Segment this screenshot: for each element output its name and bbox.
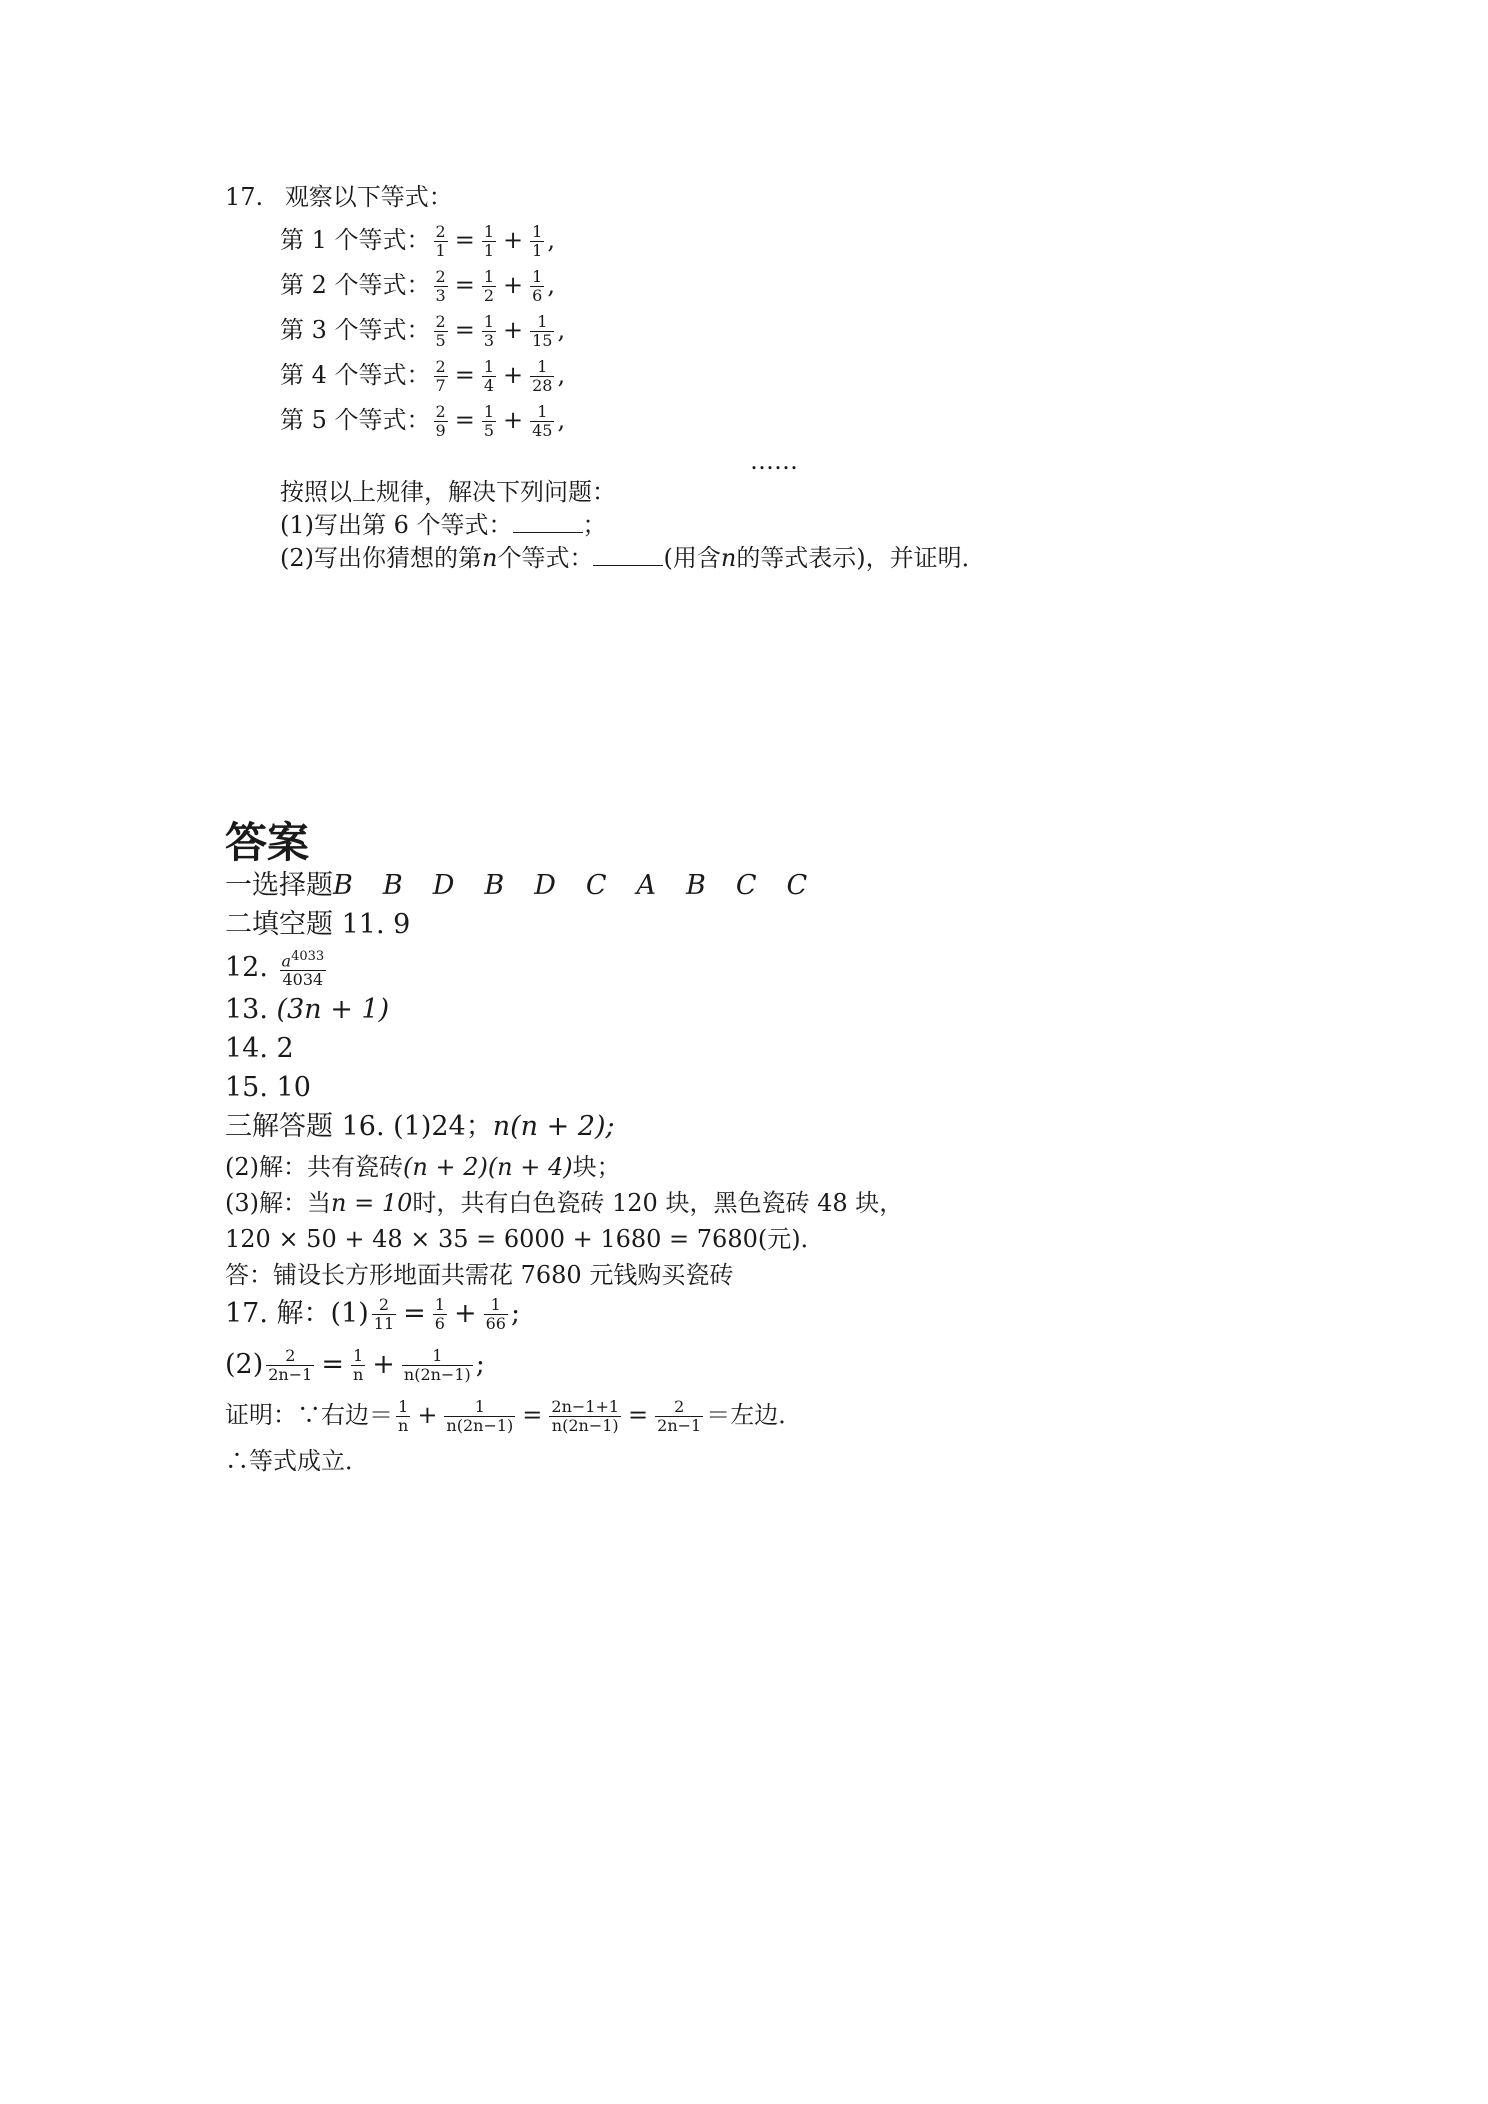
- eq5-lhs: [434, 403, 448, 440]
- comma: ,: [547, 271, 555, 299]
- part1-text: (1)写出第 6 个等式：: [280, 511, 513, 539]
- answer-16-1: [225, 1112, 615, 1142]
- eq1-lhs-den: 1: [435, 241, 446, 260]
- answer-13-value: (3n + 1): [276, 994, 390, 1025]
- a17-1-term2-num: 1: [490, 1295, 501, 1314]
- answer-16-calc: 120 × 50 + 48 × 35 = 6000 + 1680 = 7680(元)．: [225, 1225, 825, 1253]
- a17-1-term2-den: 66: [485, 1314, 506, 1333]
- proof-term2: [444, 1398, 515, 1435]
- eq2-term2-den: 6: [532, 286, 543, 305]
- a17-1-lhs-num: 2: [378, 1295, 390, 1314]
- eq1-term2-den: 1: [532, 241, 543, 260]
- answer-17-2: [225, 1347, 485, 1384]
- answer-16-3: [225, 1188, 903, 1218]
- var-n: n: [482, 544, 498, 572]
- eq4-term1-num: 1: [483, 357, 495, 376]
- part1-end: ；: [582, 511, 607, 539]
- eq2-lhs-num: 2: [435, 267, 446, 286]
- eq3-lhs-den: 5: [435, 331, 446, 350]
- a17-1-end: ;: [510, 1298, 521, 1329]
- proof-fractions: [393, 1397, 706, 1435]
- plus-sign: +: [417, 1401, 438, 1429]
- proof-term1: [396, 1398, 410, 1435]
- choice-answer-9: C: [735, 870, 757, 901]
- eq2-term2: [530, 268, 544, 305]
- a16-2b: (n + 2)(n + 4): [403, 1153, 573, 1181]
- a16-1: (1)24；: [393, 1111, 493, 1142]
- eq4-term2-den: 28: [532, 376, 553, 395]
- choice-label: 一选择题: [225, 870, 333, 901]
- equals-sign: =: [454, 316, 475, 344]
- choice-answer-6: C: [585, 870, 607, 901]
- eq1-lhs-num: 2: [435, 222, 446, 241]
- equals-sign: =: [321, 1349, 344, 1380]
- proof-term4-num: 2: [674, 1397, 685, 1416]
- eq5-term1-num: 1: [483, 402, 495, 421]
- proof-term4: [655, 1398, 703, 1435]
- eq5-term2-num: 1: [537, 402, 548, 421]
- proof-term4-den: 2n−1: [657, 1416, 702, 1435]
- eq4-term2: [530, 358, 554, 395]
- eq5-lhs-den: 9: [435, 421, 446, 440]
- answer-12-label: 12.: [225, 952, 268, 984]
- choice-answer-4: B: [484, 870, 505, 901]
- choice-answers: [225, 871, 837, 901]
- equals-sign: =: [454, 271, 475, 299]
- plus-sign: +: [503, 406, 524, 434]
- a17-2-equation: [263, 1346, 476, 1384]
- a17-1-lhs-den: 11: [373, 1314, 395, 1333]
- eq2-term2-num: 1: [532, 267, 543, 286]
- answer-12: [225, 948, 329, 989]
- comma: ,: [557, 406, 566, 434]
- equation-label: 第 2 个等式：: [280, 271, 431, 299]
- answers-title: 答案: [225, 818, 310, 867]
- a16-1b: n(n + 2);: [492, 1111, 615, 1142]
- ellipsis: ……: [750, 447, 798, 475]
- eq1-term1: [482, 223, 496, 260]
- answer-14: 14. 2: [225, 1033, 294, 1064]
- plus-sign: +: [503, 226, 524, 254]
- equals-sign: =: [454, 361, 475, 389]
- eq4-term1: [482, 358, 496, 395]
- equals-sign: =: [454, 406, 475, 434]
- a17-1-equation: [369, 1295, 511, 1333]
- plus-sign: +: [503, 271, 524, 299]
- proof-term1-num: 1: [398, 1397, 409, 1416]
- plus-sign: +: [503, 361, 524, 389]
- equation-row: [280, 310, 565, 350]
- equation-label: 第 5 个等式：: [280, 406, 431, 434]
- eq2-lhs-den: 3: [435, 286, 446, 305]
- a17-2-lhs-den: 2n−1: [268, 1365, 313, 1384]
- solve-label: 三解答题 16.: [225, 1111, 385, 1142]
- proof-text-b: ＝左边．: [706, 1401, 803, 1429]
- a16-3b: n = 10: [331, 1189, 413, 1217]
- part2: [280, 543, 986, 573]
- question-intro: 观察以下等式：: [284, 183, 453, 211]
- a16-2: (2)解：共有瓷砖: [225, 1153, 403, 1181]
- part2-text-a: (2)写出你猜想的第: [280, 544, 482, 572]
- eq5-term2: [530, 403, 554, 440]
- eq5-term1: [482, 403, 496, 440]
- answer-16-2: [225, 1152, 621, 1182]
- plus-sign: +: [453, 1298, 477, 1329]
- a16-3c: 时，共有白色瓷砖 120 块，黑色瓷砖 48 块，: [412, 1189, 904, 1217]
- eq2-term1: [482, 268, 496, 305]
- equals-sign: =: [522, 1401, 543, 1429]
- eq3-term2: [530, 313, 554, 350]
- a17-1-term1-num: 1: [434, 1295, 445, 1314]
- choice-list: [333, 870, 837, 901]
- eq3-term1-num: 1: [483, 312, 495, 331]
- eq1-term1-den: 1: [483, 241, 495, 260]
- answer-blank-2[interactable]: [593, 543, 663, 566]
- eq1-term2-num: 1: [532, 222, 543, 241]
- eq2-term1-num: 1: [483, 267, 495, 286]
- plus-sign: +: [503, 316, 524, 344]
- a17-1-term1-den: 6: [434, 1314, 445, 1333]
- answer-15: 15. 10: [225, 1072, 311, 1103]
- answer-blank-1[interactable]: [513, 510, 583, 533]
- proof-term3-den: n(2n−1): [549, 1416, 621, 1435]
- fill-answers: [225, 910, 410, 940]
- a17-2-lhs-num: 2: [285, 1346, 296, 1365]
- a17-2-term2-num: 1: [432, 1346, 443, 1365]
- answer-12-fraction: [280, 948, 327, 989]
- a12-exp: 4033: [291, 949, 325, 964]
- part2-text-c: (用含: [663, 544, 721, 572]
- a17-2-lhs: [266, 1347, 314, 1384]
- proof-term3-num: 2n−1+1: [551, 1397, 620, 1416]
- eq2-lhs: [434, 268, 448, 305]
- comma: ,: [557, 361, 566, 389]
- a17-2-end: ;: [475, 1349, 485, 1380]
- equation-row: [280, 355, 565, 395]
- a12-base: a: [281, 951, 292, 971]
- a17-2-term1-num: 1: [353, 1346, 364, 1365]
- answer-13: [225, 995, 389, 1025]
- proof-term2-num: 1: [474, 1397, 485, 1416]
- eq3-term2-den: 15: [532, 331, 553, 350]
- eq4-lhs-den: 7: [435, 376, 446, 395]
- a17-1-lhs: [372, 1296, 396, 1333]
- comma: ,: [547, 226, 555, 254]
- part1: [280, 510, 607, 540]
- a16-3: (3)解：当: [225, 1189, 331, 1217]
- a12-den: 4034: [280, 970, 327, 989]
- a17-2-term2: [402, 1347, 473, 1384]
- equation-row: [280, 220, 555, 260]
- answer-13-label: 13.: [225, 994, 268, 1025]
- proof-text-a: 证明：∵右边＝: [225, 1401, 393, 1429]
- a17-2-term2-den: n(2n−1): [403, 1365, 471, 1384]
- a17-2-term1: [351, 1347, 365, 1384]
- comma: ,: [557, 316, 566, 344]
- choice-answer-5: D: [534, 870, 556, 901]
- eq3-lhs-num: 2: [435, 312, 446, 331]
- proof-term3: [549, 1398, 621, 1435]
- answer-11: 9: [393, 909, 411, 940]
- part2-text-d: 的等式表示)，并证明．: [736, 544, 986, 572]
- eq3-term2-num: 1: [537, 312, 548, 331]
- choice-answer-2: B: [382, 870, 403, 901]
- proof-term1-den: n: [398, 1416, 409, 1435]
- a17-label: 17. 解：(1): [225, 1298, 369, 1329]
- answer-16-conclusion: 答：铺设长方形地面共需花 7680 元钱购买瓷砖: [225, 1261, 734, 1289]
- proof-term2-den: n(2n−1): [446, 1416, 514, 1435]
- eq5-term2-den: 45: [532, 421, 553, 440]
- question-number: 17.: [225, 183, 264, 211]
- fill-label: 二填空题 11.: [225, 909, 385, 940]
- proof-conclusion: ∴等式成立．: [225, 1447, 369, 1475]
- eq4-lhs: [434, 358, 448, 395]
- eq3-lhs: [434, 313, 448, 350]
- proof: [225, 1398, 802, 1435]
- choice-answer-8: B: [686, 870, 706, 901]
- instruction: 按照以上规律，解决下列问题：: [280, 478, 616, 506]
- eq1-lhs: [434, 223, 448, 260]
- equation-label: 第 3 个等式：: [280, 316, 431, 344]
- eq5-lhs-num: 2: [435, 402, 446, 421]
- equation-row: [280, 265, 555, 305]
- equation-label: 第 4 个等式：: [280, 361, 431, 389]
- eq1-term1-num: 1: [483, 222, 495, 241]
- eq3-term1-den: 3: [483, 331, 495, 350]
- eq5-term1-den: 5: [483, 421, 495, 440]
- choice-answer-3: D: [432, 870, 455, 901]
- eq4-term2-num: 1: [537, 357, 548, 376]
- a17-2-label: (2): [225, 1349, 264, 1380]
- eq3-term1: [482, 313, 496, 350]
- equals-sign: =: [403, 1298, 426, 1329]
- a17-2-term1-den: n: [352, 1365, 364, 1384]
- equals-sign: =: [454, 226, 475, 254]
- part2-text-b: 个等式：: [497, 544, 594, 572]
- choice-answer-10: C: [786, 870, 808, 901]
- eq1-term2: [530, 223, 544, 260]
- equation-label: 第 1 个等式：: [280, 226, 431, 254]
- eq2-term1-den: 2: [483, 286, 495, 305]
- answer-17-1: [225, 1296, 520, 1333]
- eq4-lhs-num: 2: [435, 357, 446, 376]
- equation-row: [280, 400, 565, 440]
- var-n-2: n: [720, 544, 737, 572]
- a17-1-term1: [433, 1296, 447, 1333]
- choice-answer-7: A: [636, 870, 657, 901]
- question-header: [225, 182, 453, 212]
- plus-sign: +: [372, 1349, 395, 1380]
- a16-2c: 块；: [572, 1153, 621, 1181]
- eq4-term1-den: 4: [483, 376, 495, 395]
- a17-1-term2: [484, 1296, 508, 1333]
- equals-sign: =: [628, 1401, 649, 1429]
- choice-answer-1: B: [333, 870, 353, 901]
